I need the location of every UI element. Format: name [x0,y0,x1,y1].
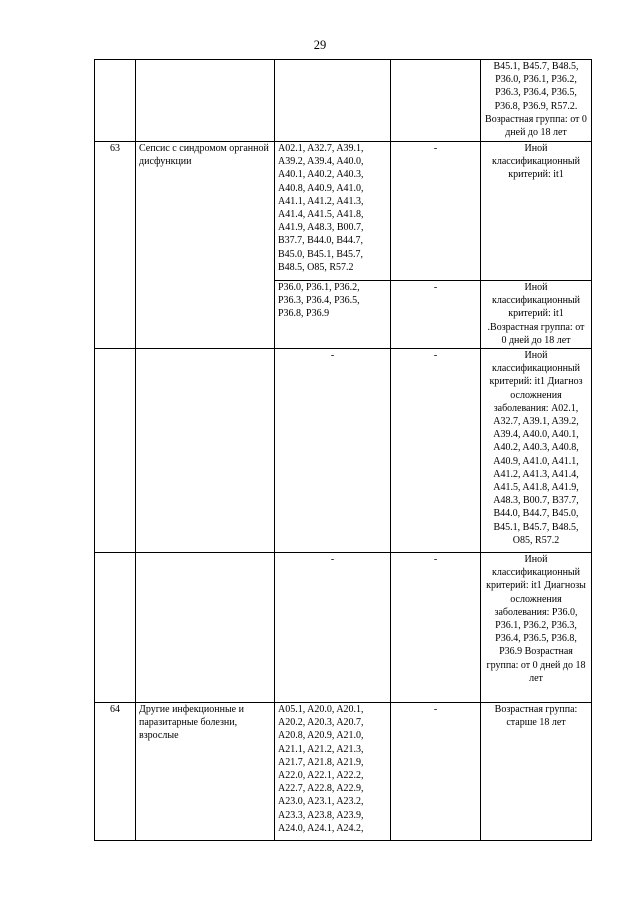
group-name-cell [136,553,275,703]
diagnosis-codes-cell: A05.1, A20.0, A20.1, A20.2, A20.3, A20.7, A20.8, A20.9, A21.0, A21.1, A21.2, A21.3, A21.7, A21.8, A21.9, A22.0, A22.1, A22.2, A22.7, A22.8, A22.9, A23.0, A23.1, A23.2, A23.3, A23.8, A23.9, A24.0, A24.1, A24.2, [275,703,391,841]
subgroup-cell: - [391,142,481,281]
criteria-cell: Иной классификационный критерий: it1 Диагноз осложнения заболевания: A02.1, A32.7, A39.1, A39.2, A39.4, A40.0, A40.1, A40.2, A40.3, A40.8, A40.9, A41.0, A41.1, A41.2, A41.3, A41.4, A41.5, A41.8, A41.9, A48.3, B00.7, B37.7, B44.0, B44.7, B45.0, B45.1, B45.7, B48.5, O85, R57.2 [481,349,592,553]
row-number-cell: 63 [95,142,136,349]
diagnosis-codes-cell: - [275,553,391,703]
diagnosis-codes-cell: A02.1, A32.7, A39.1, A39.2, A39.4, A40.0, A40.1, A40.2, A40.3, A40.8, A40.9, A41.0, A41.1, A41.2, A41.3, A41.4, A41.5, A41.8, A41.9, A48.3, B00.7, B37.7, B44.0, B44.7, B45.0, B45.1, B45.7, B48.5, O85, R57.2 [275,142,391,281]
subgroup-cell: - [391,703,481,841]
row-number-cell [95,349,136,553]
criteria-cell: Иной классификационный критерий: it1 .Возрастная группа: от 0 дней до 18 лет [481,281,592,349]
table-row [95,349,592,553]
subgroup-cell: - [391,349,481,553]
diagnosis-codes-cell [275,60,391,142]
page-number: 29 [313,38,327,52]
group-name-cell [136,60,275,142]
row-number-cell [95,553,136,703]
group-name-cell: Другие инфекционные и паразитарные болезни, взрослые [136,703,275,841]
criteria-cell: B45.1, B45.7, B48.5, P36.0, P36.1, P36.2, P36.3, P36.4, P36.5, P36.8, P36.9, R57.2. Возрастная группа: от 0 дней до 18 лет [481,60,592,142]
subgroup-cell: - [391,553,481,703]
table-row [95,60,592,142]
table-row [95,553,592,703]
group-name-cell [136,349,275,553]
table-row [95,703,592,841]
criteria-cell: Иной классификационный критерий: it1 [481,142,592,281]
diagnosis-codes-cell: P36.0, P36.1, P36.2, P36.3, P36.4, P36.5, P36.8, P36.9 [275,281,391,349]
criteria-cell: Иной классификационный критерий: it1 Диагнозы осложнения заболевания: P36.0, P36.1, P36.2, P36.3, P36.4, P36.5, P36.8, P36.9 Возрастная группа: от 0 дней до 18 лет [481,553,592,703]
criteria-cell: Возрастная группа: старше 18 лет [481,703,592,841]
classification-table [94,59,592,841]
subgroup-cell: - [391,281,481,349]
subgroup-cell [391,60,481,142]
table-row [95,142,592,281]
row-number-cell: 64 [95,703,136,841]
group-name-cell: Сепсис с синдромом органной дисфункции [136,142,275,349]
diagnosis-codes-cell: - [275,349,391,553]
row-number-cell [95,60,136,142]
